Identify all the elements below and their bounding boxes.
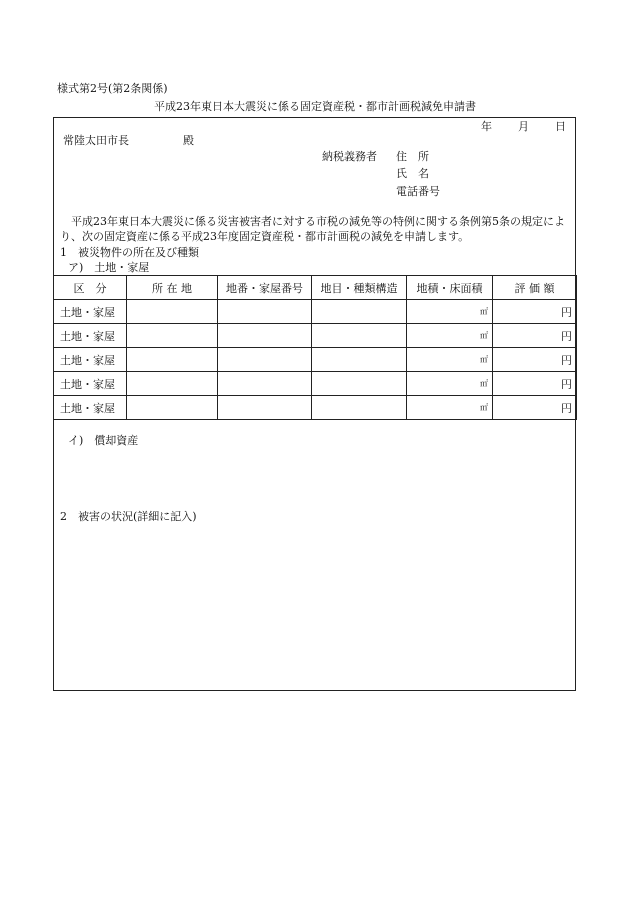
land-type-cell[interactable]: [312, 348, 407, 372]
form-number: 様式第2号(第2条関係): [57, 82, 168, 95]
subsection-land-building: ア) 土地・家屋: [68, 261, 150, 274]
document-title: 平成23年東日本大震災に係る固定資産税・都市計画税減免申請書: [154, 100, 476, 113]
header-area: 地積・床面積: [407, 276, 493, 300]
phone-label[interactable]: 電話番号: [396, 185, 440, 198]
area-cell[interactable]: ㎡: [407, 324, 493, 348]
lot-number-cell[interactable]: [218, 300, 312, 324]
table-row: [54, 324, 577, 348]
address-label[interactable]: 住 所: [396, 150, 429, 163]
location-cell[interactable]: [127, 348, 218, 372]
addressee-honorific: 殿: [183, 134, 194, 147]
location-cell[interactable]: [127, 372, 218, 396]
row-category: 土地・家屋: [54, 348, 127, 372]
location-cell[interactable]: [127, 324, 218, 348]
value-cell[interactable]: 円: [493, 348, 577, 372]
table-row: [54, 300, 577, 324]
table-header-row: [54, 276, 577, 300]
value-cell[interactable]: 円: [493, 372, 577, 396]
property-table: [53, 275, 577, 420]
header-land-type: 地目・種類構造: [312, 276, 407, 300]
area-cell[interactable]: ㎡: [407, 372, 493, 396]
addressee: [63, 135, 194, 146]
header-lot-number: 地番・家屋番号: [218, 276, 312, 300]
row-category: 土地・家屋: [54, 396, 127, 420]
lot-number-cell[interactable]: [218, 324, 312, 348]
lot-number-cell[interactable]: [218, 396, 312, 420]
date-year[interactable]: 年: [481, 120, 492, 133]
land-type-cell[interactable]: [312, 372, 407, 396]
value-cell[interactable]: 円: [493, 300, 577, 324]
date-line: [481, 121, 566, 132]
section1-heading: 1 被災物件の所在及び種類: [60, 246, 199, 259]
value-cell[interactable]: 円: [493, 324, 577, 348]
land-type-cell[interactable]: [312, 396, 407, 420]
header-category: 区 分: [54, 276, 127, 300]
header-value: 評 価 額: [493, 276, 577, 300]
addressee-office: 常陸太田市長: [63, 134, 129, 147]
row-category: 土地・家屋: [54, 324, 127, 348]
area-cell[interactable]: ㎡: [407, 396, 493, 420]
lot-number-cell[interactable]: [218, 348, 312, 372]
request-text: 平成23年東日本大震災に係る災害被害者に対する市税の減免等の特例に関する条例第5条の規定により、次の固定資産に係る平成23年度固定資産税・都市計画税の減免を申請します。: [60, 215, 565, 243]
lot-number-cell[interactable]: [218, 372, 312, 396]
date-month[interactable]: 月: [518, 120, 529, 133]
taxpayer-label: 納税義務者: [322, 150, 377, 163]
row-category: 土地・家屋: [54, 372, 127, 396]
subsection-depreciable-assets: イ) 償却資産: [68, 434, 139, 447]
table-row: [54, 372, 577, 396]
name-label[interactable]: 氏 名: [396, 167, 429, 180]
row-category: 土地・家屋: [54, 300, 127, 324]
header-location: 所 在 地: [127, 276, 218, 300]
table-row: [54, 396, 577, 420]
location-cell[interactable]: [127, 300, 218, 324]
area-cell[interactable]: ㎡: [407, 348, 493, 372]
land-type-cell[interactable]: [312, 300, 407, 324]
date-day[interactable]: 日: [555, 120, 566, 133]
location-cell[interactable]: [127, 396, 218, 420]
table-row: [54, 348, 577, 372]
value-cell[interactable]: 円: [493, 396, 577, 420]
section2-heading: 2 被害の状況(詳細に記入): [60, 510, 197, 523]
area-cell[interactable]: ㎡: [407, 300, 493, 324]
land-type-cell[interactable]: [312, 324, 407, 348]
